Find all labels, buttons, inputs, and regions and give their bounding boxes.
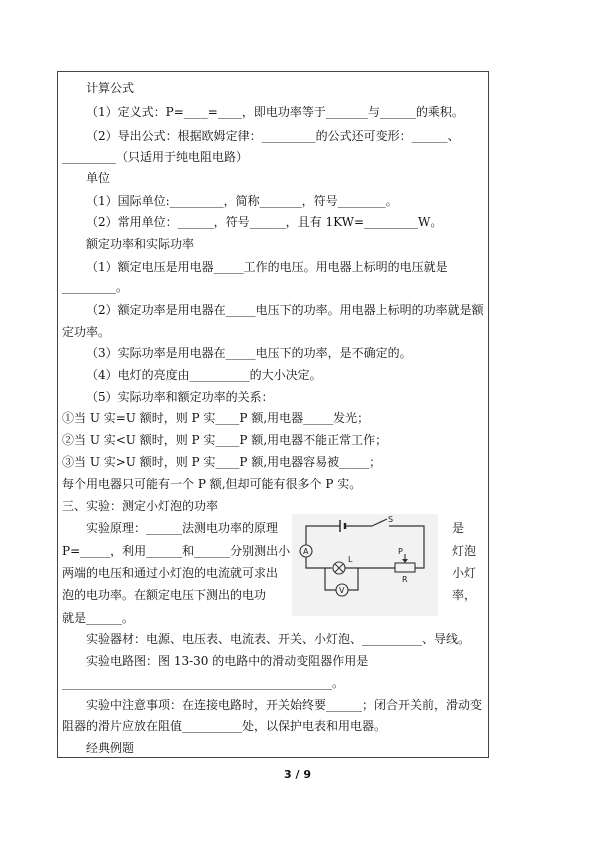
text-line: ①当 U 实=U 额时，则 P 实____P 额,用电器_____发光； xyxy=(62,411,370,425)
text-line: （2）导出公式：根据欧姆定律：_________的公式还可变形：______、 xyxy=(86,129,460,143)
text-line: （4）电灯的亮度由__________的大小决定。 xyxy=(86,368,322,382)
text-line: _________（只适用于纯电阻电路） xyxy=(62,150,249,164)
text-line: 实验原理：______法测电功率的原理 xyxy=(86,521,279,535)
text-line: 实验电路图：图 13-30 的电路中的滑动变阻器作用是 xyxy=(86,654,369,668)
text-fragment: 率， xyxy=(452,588,477,602)
text-fragment: 灯泡 xyxy=(452,544,477,558)
text-line: _________。 xyxy=(62,280,129,294)
rheostat-label: R xyxy=(402,575,408,584)
text-line: 实验中注意事项：在连接电路时，开关始终要______；闭合开关前，滑动变 xyxy=(86,698,483,712)
text-line: 就是______。 xyxy=(62,611,135,625)
heading-examples: 经典例题 xyxy=(86,741,135,755)
text-line: （1）国际单位:_________，简称_______，符号________。 xyxy=(86,194,398,208)
circuit-diagram xyxy=(292,514,438,616)
text-line: （2）常用单位：______，符号______，且有 1KW=_________W。 xyxy=(86,215,443,229)
text-line: 实验器材：电源、电压表、电流表、开关、小灯泡、__________、导线。 xyxy=(86,632,471,646)
voltmeter-label: V xyxy=(339,586,345,595)
heading-unit: 单位 xyxy=(86,171,111,185)
text-line: （2）额定功率是用电器在_____电压下的功率。用电器上标明的功率就是额 xyxy=(86,303,484,317)
lamp-label: L xyxy=(348,555,353,564)
switch-label: S xyxy=(388,515,394,524)
heading-formula: 计算公式 xyxy=(86,81,135,95)
heading-experiment: 三、实验：测定小灯泡的功率 xyxy=(62,499,219,513)
text-line: （5）实际功率和额定功率的关系： xyxy=(86,390,274,404)
text-line: P=_____，利用______和______分别测出小 xyxy=(62,544,291,558)
page-number: 3 / 9 xyxy=(284,768,311,781)
text-line: （1）额定电压是用电器_____工作的电压。用电器上标明的电压就是 xyxy=(86,260,448,274)
text-line: _____________________________________________。 xyxy=(62,676,345,690)
slider-label: P xyxy=(398,547,403,556)
heading-rated-power: 额定功率和实际功率 xyxy=(86,237,195,251)
text-line: 每个用电器只可能有一个 P 额,但却可能有很多个 P 实。 xyxy=(62,477,362,491)
text-line: （3）实际功率是用电器在_____电压下的功率，是不确定的。 xyxy=(86,346,412,360)
text-line: 阻器的滑片应放在阻值__________处，以保护电表和用电器。 xyxy=(62,719,387,733)
text-line: 两端的电压和通过小灯泡的电流就可求出 xyxy=(62,566,279,580)
ammeter-label: A xyxy=(303,547,309,556)
text-fragment: 是 xyxy=(452,521,465,535)
rheostat-icon xyxy=(395,563,415,572)
text-line: （1）定义式：P=____=____，即电功率等于_______与______的乘积。 xyxy=(86,105,464,119)
text-fragment: 小灯 xyxy=(452,566,477,580)
text-line: ②当 U 实<U 额时，则 P 实____P 额,用电器不能正常工作； xyxy=(62,433,388,447)
text-line: 泡的电功率。在额定电压下测出的电功 xyxy=(62,588,267,602)
text-line: 定功率。 xyxy=(62,325,111,339)
text-line: ③当 U 实>U 额时，则 P 实____P 额,用电器容易被_____； xyxy=(62,455,382,469)
